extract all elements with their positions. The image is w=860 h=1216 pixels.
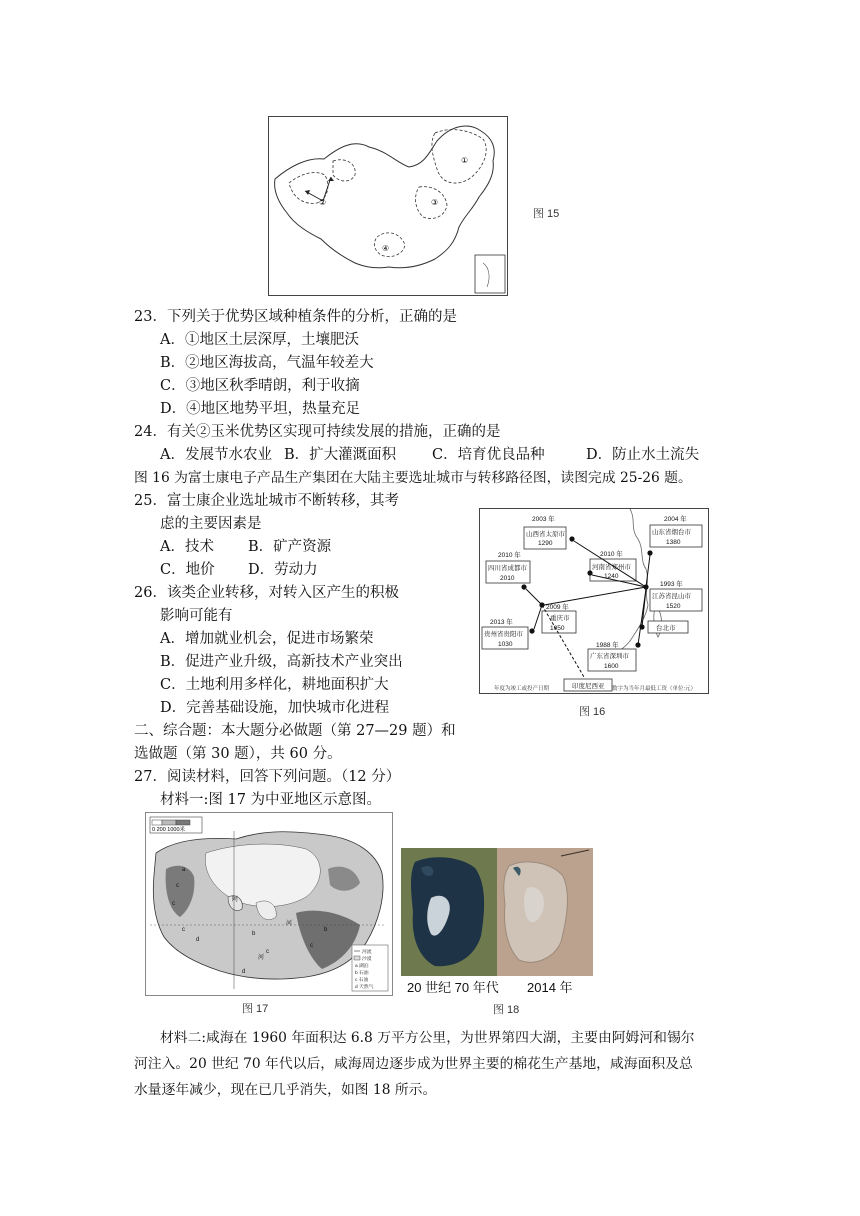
- shenzhen-name: 广东省深圳市: [590, 653, 629, 660]
- fig17-legend-oil1: b 石油: [355, 971, 369, 976]
- label-3: ③: [431, 198, 439, 207]
- zhengzhou-wage: 1240: [604, 573, 619, 580]
- chongqing-year: 2009 年: [546, 604, 569, 611]
- q27-material1: 材料一:图 17 为中亚地区示意图。: [160, 792, 382, 808]
- figure-18-caption: 图 18: [493, 1004, 520, 1016]
- q26-option-b: B．促进产业升级，高新技术产业突出: [160, 654, 403, 670]
- guiyang-name: 贵州省贵阳市: [484, 631, 523, 638]
- kunshan-name: 江苏省昆山市: [652, 593, 691, 600]
- dot-guiyang: [529, 628, 534, 633]
- central-asia-map-drawing: [146, 813, 392, 995]
- fig17-label-river1: 河: [286, 921, 293, 927]
- figure-15-map: [268, 116, 508, 296]
- q23-option-c: C．③地区秋季晴朗，利于收摘: [160, 378, 360, 394]
- figure-16-map: [479, 508, 709, 694]
- fig17-label-d1: d: [196, 937, 200, 943]
- yantai-year: 2004 年: [664, 516, 687, 523]
- fig17-label-c3: c: [182, 927, 185, 933]
- q26-stem-line1: 26．该类企业转移，对转入区产生的积极: [134, 585, 399, 601]
- guiyang-year: 2013 年: [490, 619, 513, 626]
- q24-option-b: B．扩大灌溉面积: [284, 447, 397, 463]
- label-2: ②: [319, 198, 327, 207]
- q25-stem-line1: 25．富士康企业选址城市不断转移，其考: [134, 493, 399, 509]
- q25-option-b: B．矿产资源: [248, 539, 332, 555]
- q24-option-a: A．发展节水农业: [160, 447, 272, 463]
- q23-option-b: B．②地区海拔高，气温年较差大: [160, 355, 374, 371]
- dot-zhengzhou: [587, 570, 592, 575]
- label-1: ①: [461, 156, 469, 165]
- chongqing-wage: 1050: [550, 625, 565, 632]
- figure-18-left-label: 20 世纪 70 年代: [407, 980, 499, 995]
- zhengzhou-name: 河南省郑州市: [592, 564, 631, 571]
- section2-line2: 选做题（第 30 题），共 60 分。: [134, 746, 342, 762]
- fig17-label-a: a: [182, 867, 186, 873]
- fig17-label-river2: 河: [258, 955, 265, 961]
- taiyuan-wage: 1290: [538, 540, 553, 547]
- q23-option-d: D．④地区地势平坦，热量充足: [160, 401, 361, 417]
- dot-chengdu: [521, 584, 526, 589]
- fig17-label-d2: d: [242, 969, 246, 975]
- material2-line3: 水量逐年减少，现在已几乎消失，如图 18 所示。: [134, 1082, 437, 1098]
- q26-stem-line2: 影响可能有: [160, 608, 233, 624]
- q25-option-a: A．技术: [160, 539, 214, 555]
- taipei-name: 台北市: [656, 625, 676, 632]
- fig17-scale: 0 200 1000米: [152, 827, 186, 833]
- figure-18-photos: [401, 848, 593, 976]
- q24-stem: 24．有关②玉米优势区实现可持续发展的措施，正确的是: [134, 424, 501, 440]
- fig16-footer-right: 数字为当年月最低工资（单位:元）: [612, 686, 697, 692]
- q26-option-c: C．土地利用多样化，耕地面积扩大: [160, 677, 389, 693]
- fig17-label-c2: c: [172, 901, 175, 907]
- guiyang-wage: 1030: [498, 641, 513, 648]
- fig17-legend-oil2: c 石油: [355, 978, 369, 983]
- q25-stem-line2: 虑的主要因素是: [160, 516, 262, 532]
- q24-option-c: C．培育优良品种: [432, 447, 545, 463]
- figure-16-intro: 图 16 为富士康电子产品生产集团在大陆主要选址城市与转移路径图，读图完成 25-26 题。: [134, 470, 692, 486]
- fig17-label-b1: b: [252, 931, 256, 937]
- label-4: ④: [382, 244, 390, 253]
- section2-line1: 二、综合题：本大题分必做题（第 27—29 题）和: [134, 723, 456, 739]
- figure-15-caption: 图 15: [533, 208, 560, 220]
- kunshan-year: 1993 年: [660, 581, 683, 588]
- figure-17-caption: 图 17: [242, 1003, 269, 1015]
- q23-option-a: A．①地区土层深厚，土壤肥沃: [160, 332, 359, 348]
- foxconn-route-diagram: [480, 509, 708, 693]
- dot-taiyuan: [569, 536, 574, 541]
- q26-option-a: A．增加就业机会，促进市场繁荣: [160, 631, 374, 647]
- fig17-label-c5: c: [310, 943, 313, 949]
- chengdu-wage: 2010: [500, 575, 515, 582]
- taiyuan-name: 山西省太原市: [526, 531, 565, 538]
- q25-option-d: D．劳动力: [248, 562, 318, 578]
- kunshan-wage: 1520: [666, 603, 681, 610]
- figure-17-map: [145, 812, 393, 996]
- fig16-footer-left: 年度为竣工或投产日期: [494, 686, 550, 692]
- fig17-label-b2: b: [324, 927, 328, 933]
- fig17-legend-gas: d 天然气: [355, 985, 374, 990]
- q24-option-d: D．防止水土流失: [586, 447, 700, 463]
- dot-yantai: [647, 550, 652, 555]
- figure-16-caption: 图 16: [579, 706, 606, 718]
- fig17-legend-lake: a 湖泊: [355, 964, 369, 969]
- fig17-legend-river: 河流: [362, 950, 372, 955]
- aral-sea-satellite-images: [401, 848, 593, 976]
- chengdu-name: 四川省成都市: [488, 565, 527, 572]
- fig17-legend-desert: 沙漠: [362, 957, 372, 962]
- indonesia-name: 印度尼西亚: [572, 683, 605, 690]
- shenzhen-year: 1988 年: [596, 642, 619, 649]
- q26-option-d: D．完善基础设施，加快城市化进程: [160, 700, 390, 716]
- material2-line1: 材料二:咸海在 1960 年面积达 6.8 万平方公里，为世界第四大湖，主要由阿姆河和锡尔: [160, 1030, 695, 1046]
- q23-stem: 23．下列关于优势区域种植条件的分析，正确的是: [134, 309, 457, 325]
- zhengzhou-year: 2010 年: [600, 551, 623, 558]
- fig17-label-c4: c: [266, 949, 269, 955]
- q25-option-c: C．地价: [160, 562, 215, 578]
- fig17-label-a-river: 阿: [232, 897, 239, 903]
- china-map-drawing: [269, 117, 507, 295]
- material2-line2: 河注入。20 世纪 70 年代以后，咸海周边逐步成为世界主要的棉花生产基地，咸海面积及总: [134, 1056, 693, 1072]
- shenzhen-wage: 1600: [604, 663, 619, 670]
- figure-18-right-label: 2014 年: [527, 980, 573, 995]
- chongqing-name: 重庆市: [550, 615, 570, 622]
- yantai-wage: 1380: [666, 539, 681, 546]
- chengdu-year: 2010 年: [498, 552, 521, 559]
- fig17-label-c1: c: [176, 883, 179, 889]
- yantai-name: 山东省烟台市: [652, 529, 691, 536]
- taiyuan-year: 2003 年: [532, 516, 555, 523]
- q27-stem: 27．阅读材料，回答下列问题。（12 分）: [134, 769, 401, 785]
